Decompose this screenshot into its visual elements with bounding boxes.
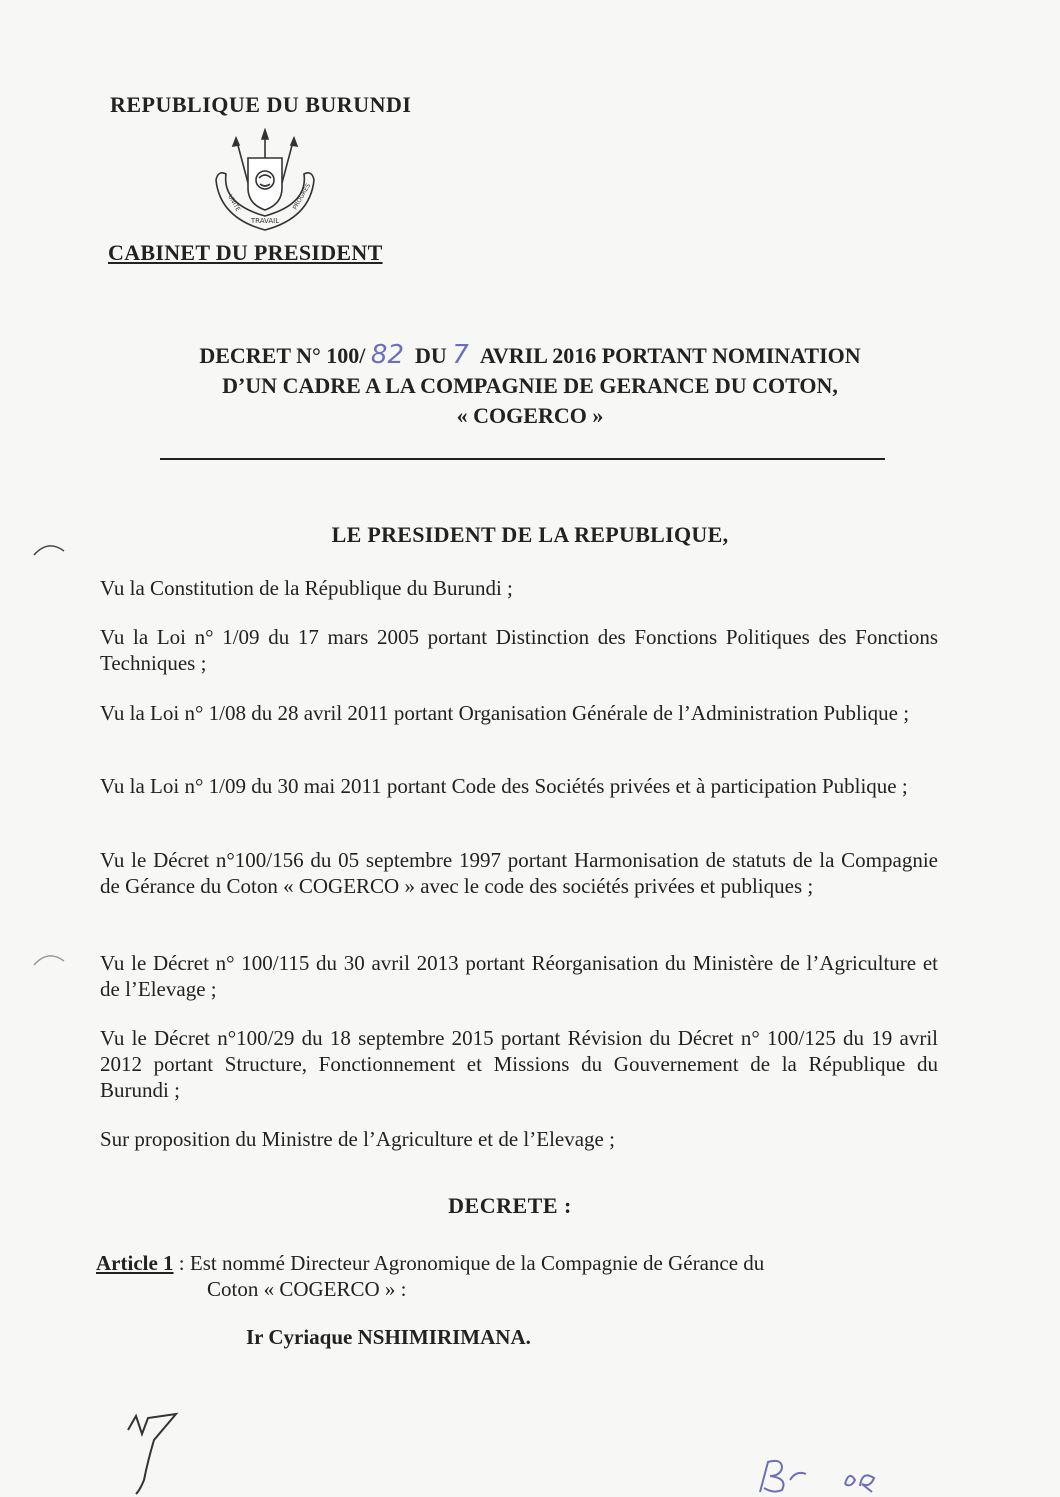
- decree-title-line2: D’UN CADRE A LA COMPAGNIE DE GERANCE DU COTON,: [222, 373, 838, 398]
- handwritten-decree-day: 7: [452, 340, 469, 370]
- decree-title-du: DU: [415, 343, 447, 368]
- article-1-text-line1: Est nommé Directeur Agronomique de la Compagnie de Gérance du: [189, 1251, 765, 1275]
- cabinet-header: CABINET DU PRESIDENT: [108, 240, 383, 265]
- handwritten-initials-signature: [750, 1452, 890, 1497]
- visa-paragraph: Vu la Constitution de la République du Burundi ;: [100, 576, 513, 600]
- decree-title-line1-rest: AVRIL 2016 PORTANT NOMINATION: [479, 343, 861, 368]
- punch-hole-mark: [30, 535, 70, 565]
- president-heading: LE PRESIDENT DE LA REPUBLIQUE,: [331, 522, 729, 547]
- decree-title-line3: « COGERCO »: [456, 403, 604, 428]
- handwritten-initial-mark: [100, 1402, 190, 1497]
- decrete-heading: DECRETE :: [448, 1193, 572, 1218]
- svg-text:UNITE: UNITE: [226, 193, 242, 213]
- visa-paragraph: Vu le Décret n°100/29 du 18 septembre 2015 portant Révision du Décret n° 100/125 du 19 avril 2012 portant Structure, Fonctionnement et Missions du Gouvernement de la République du Burundi ;: [100, 1026, 938, 1102]
- visa-paragraph: Vu la Loi n° 1/09 du 30 mai 2011 portant Code des Sociétés privées et à participation Publique ;: [100, 774, 908, 798]
- visa-paragraph: Vu la Loi n° 1/09 du 17 mars 2005 portant Distinction des Fonctions Politiques des Fonctions Techniques ;: [100, 625, 938, 675]
- svg-text:TRAVAIL: TRAVAIL: [250, 217, 280, 225]
- svg-text:PROGRES: PROGRES: [291, 182, 313, 211]
- article-1-separator: :: [173, 1251, 190, 1275]
- decree-title: [100, 340, 960, 431]
- visa-paragraph: Vu le Décret n° 100/115 du 30 avril 2013 portant Réorganisation du Ministère de l’Agriculture et de l’Elevage ;: [100, 951, 938, 1001]
- handwritten-decree-number: 82: [370, 340, 405, 370]
- visa-paragraph: Vu le Décret n°100/156 du 05 septembre 1997 portant Harmonisation de statuts de la Compagnie de Gérance du Coton « COGERCO » avec le code des sociétés privées et publiques ;: [100, 848, 938, 898]
- title-divider: [160, 458, 885, 460]
- article-1-label: Article 1: [96, 1251, 174, 1275]
- visa-paragraph: Sur proposition du Ministre de l’Agriculture et de l’Elevage ;: [100, 1127, 615, 1151]
- visa-paragraph: Vu la Loi n° 1/08 du 28 avril 2011 portant Organisation Générale de l’Administration Publique ;: [100, 701, 910, 725]
- punch-hole-mark: [30, 945, 70, 975]
- article-1: [96, 1250, 936, 1302]
- burundi-coat-of-arms-emblem: [208, 128, 323, 238]
- decree-title-prefix: DECRET N° 100/: [199, 343, 366, 368]
- country-header: REPUBLIQUE DU BURUNDI: [110, 92, 412, 117]
- article-1-text-line2: Coton « COGERCO » :: [207, 1277, 407, 1301]
- nominee-name: Ir Cyriaque NSHIMIRIMANA.: [246, 1325, 531, 1349]
